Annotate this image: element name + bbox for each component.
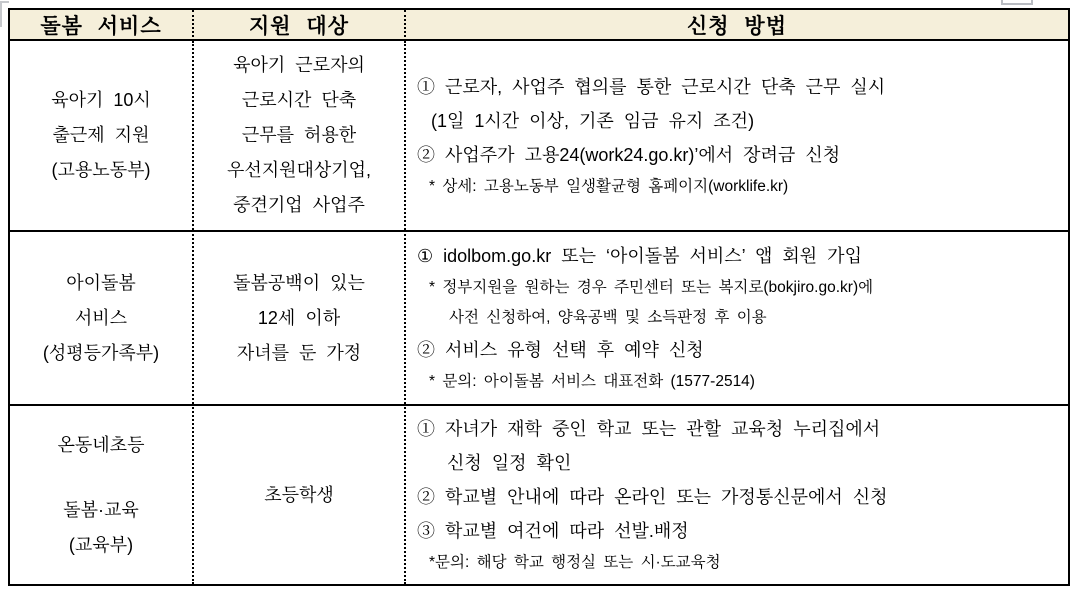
method-step: ① 근로자, 사업주 협의를 통한 근로시간 단축 근무 실시 <box>417 76 886 97</box>
method-note-continuation: 사전 신청하여, 양육공백 및 소득판정 후 이용 <box>449 309 767 326</box>
header-cell-service <box>10 10 194 41</box>
service-line: (성평등가족부) <box>42 342 160 363</box>
row2-target-cell <box>194 230 406 404</box>
row1-service-cell <box>10 41 194 230</box>
target-line: 근무를 허용한 <box>241 125 357 145</box>
service-line: 서비스 <box>74 307 128 328</box>
method-note: * 정부지원을 원하는 경우 주민센터 또는 복지로(bokjiro.go.kr)에 <box>429 279 874 296</box>
header-cell-target <box>194 10 406 41</box>
target-line: 자녀를 둔 가정 <box>236 342 362 363</box>
cropped-ui-artifact-top-right <box>1001 0 1033 5</box>
row2-service-cell <box>10 230 194 404</box>
method-cont: (1일 1시간 이상, 기존 임금 유지 조건) <box>431 110 755 131</box>
target-line: 근로시간 단축 <box>241 90 357 110</box>
method-note: *문의: 해당 학교 행정실 또는 시·도교육청 <box>429 554 721 571</box>
service-line: 돌봄·교육 <box>63 499 139 520</box>
target-line: 초등학생 <box>264 484 334 505</box>
header-cell-method <box>406 10 1068 41</box>
target-line: 중견기업 사업주 <box>233 195 365 215</box>
target-line: 우선지원대상기업, <box>226 160 372 180</box>
header-label: 신청 방법 <box>687 14 787 38</box>
row3-target-cell <box>194 404 406 584</box>
method-cont: 신청 일정 확인 <box>447 453 572 473</box>
method-note: * 상세: 고용노동부 일생활균형 홈페이지(worklife.kr) <box>429 177 789 195</box>
service-line: 출근제 지원 <box>52 125 150 145</box>
method-step: ② 학교별 안내에 따라 온라인 또는 가정통신문에서 신청 <box>417 487 888 507</box>
row1-target-cell <box>194 41 406 230</box>
service-line: 육아기 10시 <box>51 90 151 110</box>
service-line: 온동네초등 <box>57 434 145 455</box>
method-step: ③ 학교별 여건에 따라 선발.배정 <box>417 521 689 541</box>
target-line: 돌봄공백이 있는 <box>233 272 365 293</box>
header-label: 돌봄 서비스 <box>40 14 162 38</box>
header-label: 지원 대상 <box>249 14 349 38</box>
target-line: 12세 이하 <box>257 307 341 328</box>
row1-method-cell <box>406 41 1068 230</box>
method-step: ① idolbom.go.kr 또는 ‘아이돌봄 서비스’ 앱 회원 가입 <box>417 246 862 266</box>
method-note: * 문의: 아이돌봄 서비스 대표전화 (1577-2514) <box>429 373 755 390</box>
service-line: (교육부) <box>68 534 134 555</box>
row3-method-cell <box>406 404 1068 584</box>
method-step: ① 자녀가 재학 중인 학교 또는 관할 교육청 누리집에서 <box>417 419 881 439</box>
method-step: ② 사업주가 고용24(work24.go.kr)’에서 장려금 신청 <box>417 144 841 165</box>
method-step: ② 서비스 유형 선택 후 예약 신청 <box>417 340 704 360</box>
service-line: (고용노동부) <box>51 160 151 180</box>
row3-service-cell <box>10 404 194 584</box>
row2-method-cell <box>406 230 1068 404</box>
service-line: 아이돌봄 <box>66 272 136 293</box>
target-line: 육아기 근로자의 <box>233 55 365 75</box>
care-services-table <box>8 8 1070 586</box>
